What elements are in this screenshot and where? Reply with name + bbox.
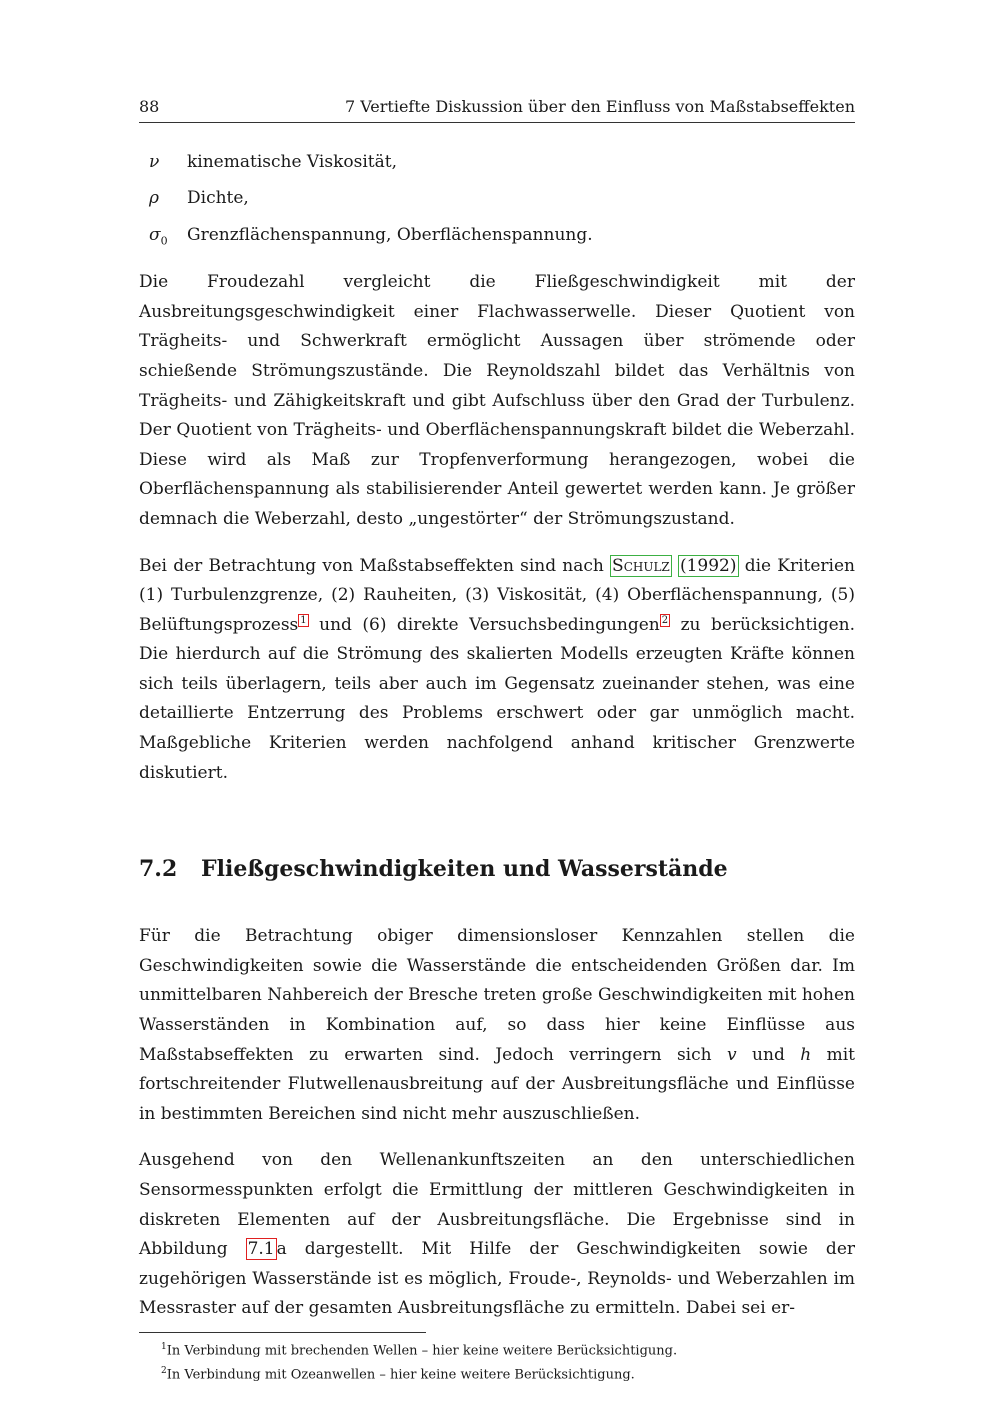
symbol-row	[139, 147, 855, 183]
paragraph-velocities: Für die Betrachtung obiger dimensionsloser Kennzahlen stellen die Geschwindigkeiten sowie die Wasserstände die entscheidenden Größen dar. Im unmittelbaren Nahbereich der Bresche treten große Geschwindigkeiten mit hohen Wasserständen in Kombination auf, so dass hier keine Einflüsse aus Maßstabseffekten zu erwarten sind. Jedoch verringern sich v und h mit fortschreitender Flutwellenausbreitung auf der Ausbreitungsfläche und Einflüsse in bestimmten Bereichen sind nicht mehr auszuschließen.	[139, 926, 856, 1124]
running-title: 7 Vertiefte Diskussion über den Einfluss von Maßstabseffekten	[344, 97, 855, 116]
citation-link[interactable]: Schulz	[612, 555, 670, 576]
paragraph-froude: Die Froudezahl vergleicht die Fließgeschwindigkeit mit der Ausbreitungsgeschwindigkeit einer Flachwasserwelle. Dieser Quotient von Trägheits- und Schwerkraft ermöglicht Aussagen über strömende oder schießende Strömungszustände. Die Reynoldszahl bildet das Verhältnis von Trägheits- und Zähigkeitskraft und gibt Aufschluss über den Grad der Turbulenz. Der Quotient von Trägheits- und Oberflächenspannungskraft bildet die Weberzahl. Diese wird als Maß zur Tropfenverformung herangezogen, wobei die Oberflächenspannung als stabilisierender Anteil gewertet werden kann. Je größer demnach die Weberzahl, desto „ungestörter“ der Strömungszustand.	[139, 272, 855, 529]
symbol-description: Dichte,	[187, 188, 249, 209]
paragraph-measurements: Ausgehend von den Wellenankunftszeiten an den unterschiedlichen Sensormesspunkten erfolgt die Ermittlung der mittleren Geschwindigkeiten in diskreten Elementen auf der Ausbreitungsfläche. Die Ergebnisse sind in Abbildung 7.1 a dargestellt. Mit Hilfe der Geschwindigkeiten sowie der zugehörigen Wasserstände ist es möglich, Froude-, Reynolds- und Weberzahlen im Messraster auf der gesamten Ausbreitungsfläche zu ermitteln. Dabei sei er-	[139, 1150, 856, 1319]
paragraph-criteria: Bei der Betrachtung von Maßstabseffekten sind nach Schulz (1992) die Kriterien (1) Turbulenzgrenze, (2) Rauheiten, (3) Viskosität, (4) Oberflächenspannung, (5) Belüftungsprozess $^1$ und (6) direkte Versuchsbedingungen $^2$ zu berücksichtigen. Die hierdurch auf die Strömung des skalierten Modells erzeugten Kräfte können sich teils überlagern, teils aber auch im Gegensatz zueinander stehen, was eine detaillierte Entzerrung des Problems erschwert oder gar unmöglich macht. Maßgebliche Kriterien werden nachfolgend anhand kritischer Grenzwerte diskutiert.	[139, 555, 856, 783]
footnote-link-2[interactable]: 2	[661, 615, 669, 627]
symbol: ν	[149, 152, 160, 172]
section-number: 7.2	[139, 856, 178, 883]
symbol-list	[139, 147, 855, 256]
citation-year-link[interactable]: (1992)	[679, 555, 737, 576]
section-title: Fließgeschwindigkeiten und Wasserstände	[201, 856, 728, 883]
variable-h: h	[800, 1044, 812, 1065]
footnote-2: $^2$In Verbindung mit Ozeanwellen – hier keine weitere Berücksichtigung.	[161, 1366, 635, 1383]
figure-ref-link[interactable]: 7.1	[247, 1239, 275, 1260]
symbol-row	[139, 183, 855, 219]
variable-v: v	[727, 1044, 737, 1065]
page-number: 88	[139, 97, 160, 116]
footnote-link-1[interactable]: 1	[300, 615, 307, 627]
footnote-divider	[139, 1332, 426, 1333]
symbol-description: Grenzflächenspannung, Oberflächenspannung.	[187, 224, 593, 245]
section-heading	[139, 854, 855, 884]
symbol-description: kinematische Viskosität,	[187, 152, 397, 172]
symbol-row	[139, 220, 855, 256]
page	[139, 96, 855, 1386]
footnote-1: $^1$In Verbindung mit brechenden Wellen – hier keine weitere Berücksichtigung.	[161, 1341, 678, 1359]
symbol: $\sigma_0$	[149, 224, 168, 248]
symbol: ρ	[149, 188, 159, 209]
footnotes	[139, 1337, 855, 1386]
running-header	[139, 96, 855, 123]
